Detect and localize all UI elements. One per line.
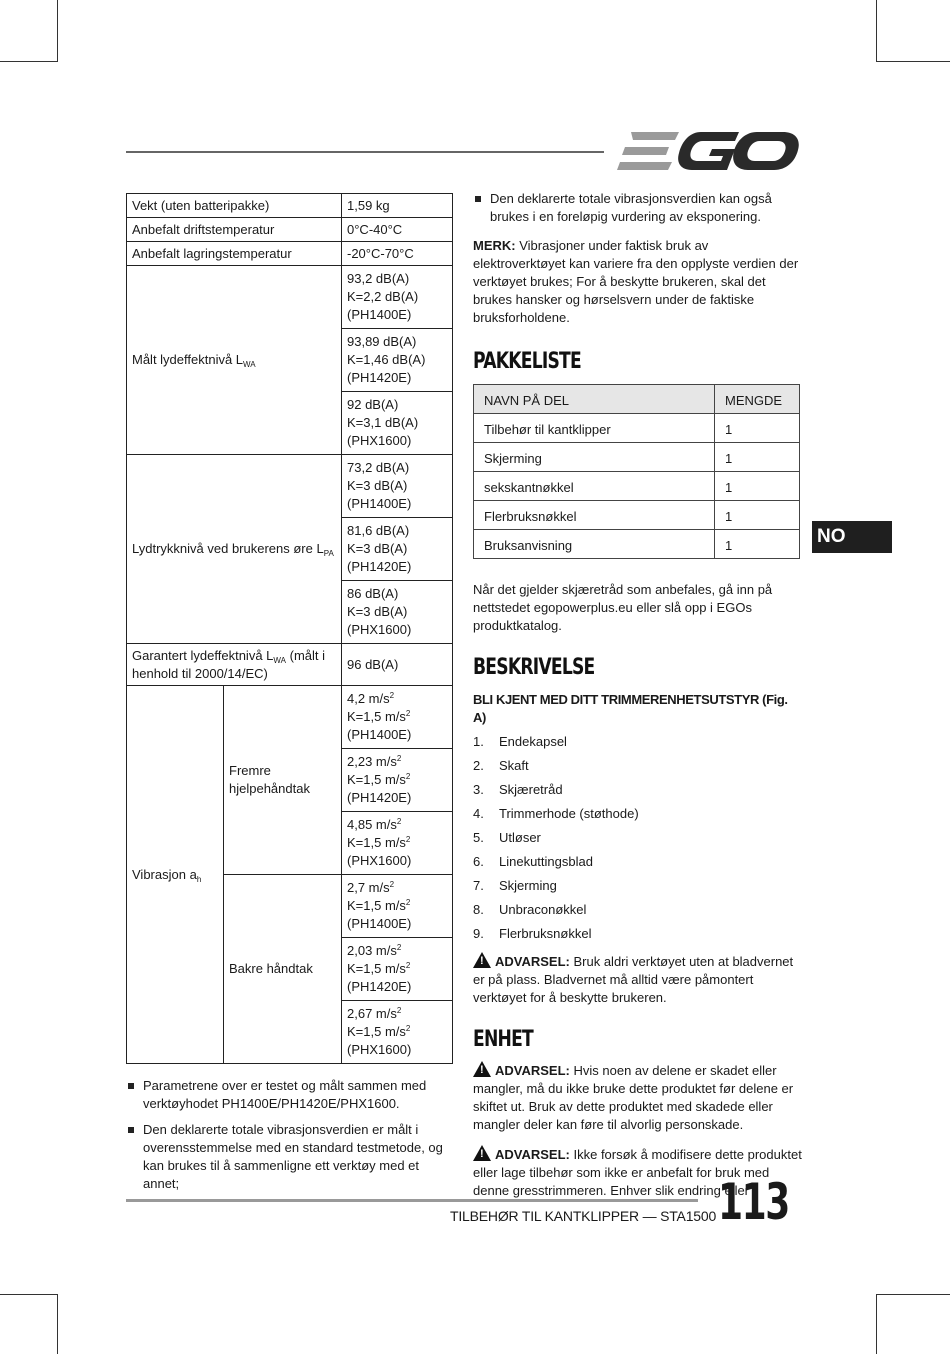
spec-value: 86 dB(A) K=3 dB(A) (PHX1600) <box>342 581 453 644</box>
spec-label: Anbefalt lagringstemperatur <box>127 242 342 266</box>
warning-paragraph: !ADVARSEL: Bruk aldri verktøyet uten at bladvernet er på plass. Bladvernet må alltid være påmontert verktøyet for å beskytte brukeren. <box>473 952 803 1007</box>
table-row <box>474 472 800 501</box>
spec-value: 4,2 $m/s^2$ K=1,5 $m/s^2$ (PH1400E) <box>342 686 453 749</box>
spec-label: Vibrasjon $a_h$ <box>127 686 224 1064</box>
crop-mark <box>876 1294 877 1354</box>
section-heading-beskrivelse: BESKRIVELSE <box>473 655 595 680</box>
spec-label: Garantert lydeffektnivå $L_{WA}$ (målt i henhold til 2000/14/EC) <box>127 644 342 686</box>
list-item: 6. Linekuttingsblad <box>473 854 593 869</box>
spec-value: 2,23 $m/s^2$ K=1,5 $m/s^2$ (PH1420E) <box>342 749 453 812</box>
list-item: 9. Flerbruksnøkkel <box>473 926 592 941</box>
footer-rule <box>126 1199 698 1202</box>
table-row <box>474 443 800 472</box>
part-qty: 1 <box>715 443 800 472</box>
table-row <box>474 530 800 559</box>
left-notes <box>126 1077 456 1201</box>
table-header-row <box>474 385 800 414</box>
part-name: Tilbehør til kantklipper <box>474 414 715 443</box>
crop-mark <box>0 1294 58 1295</box>
warning-paragraph: !ADVARSEL: Ikke forsøk å modifisere dette produktet eller lage tilbehør som ikke er anbefalt for bruk med denne gresstrimmeren. Enhver slik endring eller <box>473 1145 803 1200</box>
part-qty: 1 <box>715 501 800 530</box>
table-row <box>474 414 800 443</box>
spec-value: 2,7 $m/s^2$ K=1,5 $m/s^2$ (PH1400E) <box>342 875 453 938</box>
list-item: 3. Skjæretråd <box>473 782 563 797</box>
spec-label: Målt lydeffektnivå $L_{WA}$ <box>127 266 342 455</box>
crop-mark <box>876 0 877 62</box>
specification-table <box>126 193 453 1064</box>
spec-value: 73,2 dB(A) K=3 dB(A) (PH1400E) <box>342 455 453 518</box>
bullet-icon <box>128 1083 134 1089</box>
crop-mark <box>57 0 58 62</box>
part-qty: 1 <box>715 414 800 443</box>
header-rule <box>126 151 604 153</box>
spec-value: 93,2 dB(A) K=2,2 dB(A) (PH1400E) <box>342 266 453 329</box>
page-number: 113 <box>718 1173 789 1231</box>
part-qty: 1 <box>715 472 800 501</box>
part-qty: 1 <box>715 530 800 559</box>
spec-label: Vekt (uten batteripakke) <box>127 194 342 218</box>
bullet-item: Den deklarerte totale vibrasjonsverdien kan også brukes i en foreløpig vurdering av eksponering. <box>473 190 803 226</box>
spec-label: Lydtrykknivå ved brukerens øre $L_{PA}$ <box>127 455 342 644</box>
part-name: Skjerming <box>474 443 715 472</box>
note-paragraph: MERK: Vibrasjoner under faktisk bruk av elektroverktøyet kan variere fra den opplyste verdien der verktøyet brukes; For å beskytte brukeren, skal det brukes hansker og hørselsvern under de faktiske bruksforholdene. <box>473 238 799 325</box>
part-name: Flerbruksnøkkel <box>474 501 715 530</box>
crop-mark <box>57 1294 58 1354</box>
bullet-item: Parametrene over er testet og målt sammen med verktøyhodet PH1400E/PH1420E/PHX1600. <box>126 1077 456 1113</box>
spec-value: -20°C-70°C <box>342 242 453 266</box>
package-list-table <box>473 384 800 559</box>
parts-list <box>473 730 803 946</box>
list-item: 2. Skaft <box>473 758 529 773</box>
column-header: NAVN PÅ DEL <box>474 385 715 414</box>
list-item: 7. Skjerming <box>473 878 557 893</box>
crop-mark <box>0 61 58 62</box>
footer-title: TILBEHØR TIL KANTKLIPPER — STA1500 <box>450 1208 717 1224</box>
section-heading-pakkeliste: PAKKELISTE <box>473 349 581 374</box>
spec-value: 2,03 $m/s^2$ K=1,5 $m/s^2$ (PH1420E) <box>342 938 453 1001</box>
part-name: sekskantnøkkel <box>474 472 715 501</box>
spec-label: Anbefalt driftstemperatur <box>127 218 342 242</box>
right-column <box>473 190 803 1200</box>
warning-paragraph: !ADVARSEL: Hvis noen av delene er skadet eller mangler, må du ikke bruke dette produktet før delene er skiftet ut. Bruk av dette produktet med skadede eller mangler deler kan føre til alvorlig personskade. <box>473 1061 803 1134</box>
spec-value: 2,67 $m/s^2$ K=1,5 $m/s^2$ (PHX1600) <box>342 1001 453 1064</box>
bullet-icon <box>128 1127 134 1133</box>
part-name: Bruksanvisning <box>474 530 715 559</box>
language-tab: NO <box>812 521 892 553</box>
pack-note: Når det gjelder skjæretråd som anbefales, gå inn på nettstedet egopowerplus.eu eller slå opp i EGOs produktkatalog. <box>473 582 773 633</box>
spec-value: 93,89 dB(A) K=1,46 dB(A) (PH1420E) <box>342 329 453 392</box>
subsection-heading: BLI KJENT MED DITT TRIMMERENHETSUTSTYR (Fig. A) <box>473 692 788 725</box>
list-item: 4. Trimmerhode (støthode) <box>473 806 639 821</box>
list-item: 8. Unbraconøkkel <box>473 902 587 917</box>
handle-label: Bakre håndtak <box>224 875 342 1064</box>
list-item: 5. Utløser <box>473 830 541 845</box>
spec-value: 1,59 kg <box>342 194 453 218</box>
crop-mark <box>876 1294 950 1295</box>
table-row <box>474 501 800 530</box>
warning-icon <box>473 1061 491 1077</box>
column-header: MENGDE <box>715 385 800 414</box>
bullet-icon <box>475 196 481 202</box>
spec-value: 96 dB(A) <box>342 644 453 686</box>
bullet-item: Den deklarerte totale vibrasjonsverdien er målt i overensstemmelse med en standard testmetode, og kan brukes til å sammenligne ett verktøy med et annet; <box>126 1121 456 1193</box>
section-heading-enhet: ENHET <box>473 1027 533 1052</box>
spec-value: 4,85 $m/s^2$ K=1,5 $m/s^2$ (PHX1600) <box>342 812 453 875</box>
list-item: 1. Endekapsel <box>473 734 567 749</box>
spec-value: 0°C-40°C <box>342 218 453 242</box>
spec-value: 92 dB(A) K=3,1 dB(A) (PHX1600) <box>342 392 453 455</box>
crop-mark <box>876 61 950 62</box>
ego-logo <box>617 130 799 172</box>
spec-value: 81,6 dB(A) K=3 dB(A) (PH1420E) <box>342 518 453 581</box>
handle-label: Fremre hjelpehåndtak <box>224 686 342 875</box>
warning-icon <box>473 952 491 968</box>
warning-icon <box>473 1145 491 1161</box>
